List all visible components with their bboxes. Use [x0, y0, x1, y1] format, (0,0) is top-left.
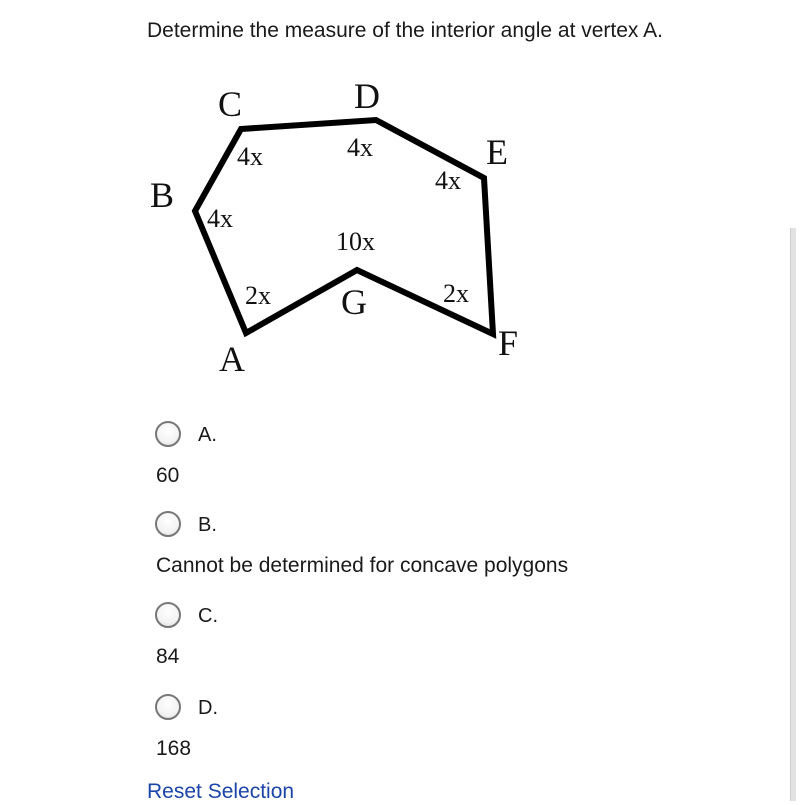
polygon-figure [0, 0, 800, 400]
vertex-label-d: D [354, 76, 380, 116]
option-b-text: Cannot be determined for concave polygons [156, 554, 569, 577]
angle-label-f: 2x [443, 279, 469, 308]
option-a-letter: A. [198, 424, 217, 446]
angle-label-d: 4x [347, 133, 373, 162]
vertex-label-c: C [218, 84, 243, 124]
angle-label-a: 2x [245, 281, 271, 310]
option-c-letter: C. [198, 605, 218, 627]
option-a-radio[interactable] [155, 421, 181, 447]
reset-selection-link[interactable]: Reset Selection [147, 780, 295, 803]
option-b-letter: B. [198, 514, 217, 536]
option-c-radio[interactable] [155, 602, 181, 628]
option-a-text: 60 [156, 464, 180, 487]
vertex-label-b: B [150, 175, 175, 215]
angle-label-c: 4x [237, 142, 263, 171]
angle-label-b: 4x [207, 204, 233, 233]
question-text: Determine the measure of the interior angle at vertex A. [147, 19, 663, 42]
vertex-label-e: E [486, 132, 508, 172]
scrollbar[interactable] [790, 228, 796, 801]
option-d-text: 168 [156, 737, 192, 760]
vertex-label-f: F [498, 323, 519, 363]
option-d-letter: D. [198, 697, 218, 719]
option-d-radio[interactable] [155, 694, 181, 720]
angle-label-e: 4x [435, 166, 461, 195]
option-b-radio[interactable] [155, 511, 181, 537]
vertex-label-g: G [341, 282, 367, 322]
angle-label-g: 10x [336, 227, 375, 256]
vertex-label-a: A [219, 339, 245, 379]
option-c-text: 84 [156, 645, 180, 668]
